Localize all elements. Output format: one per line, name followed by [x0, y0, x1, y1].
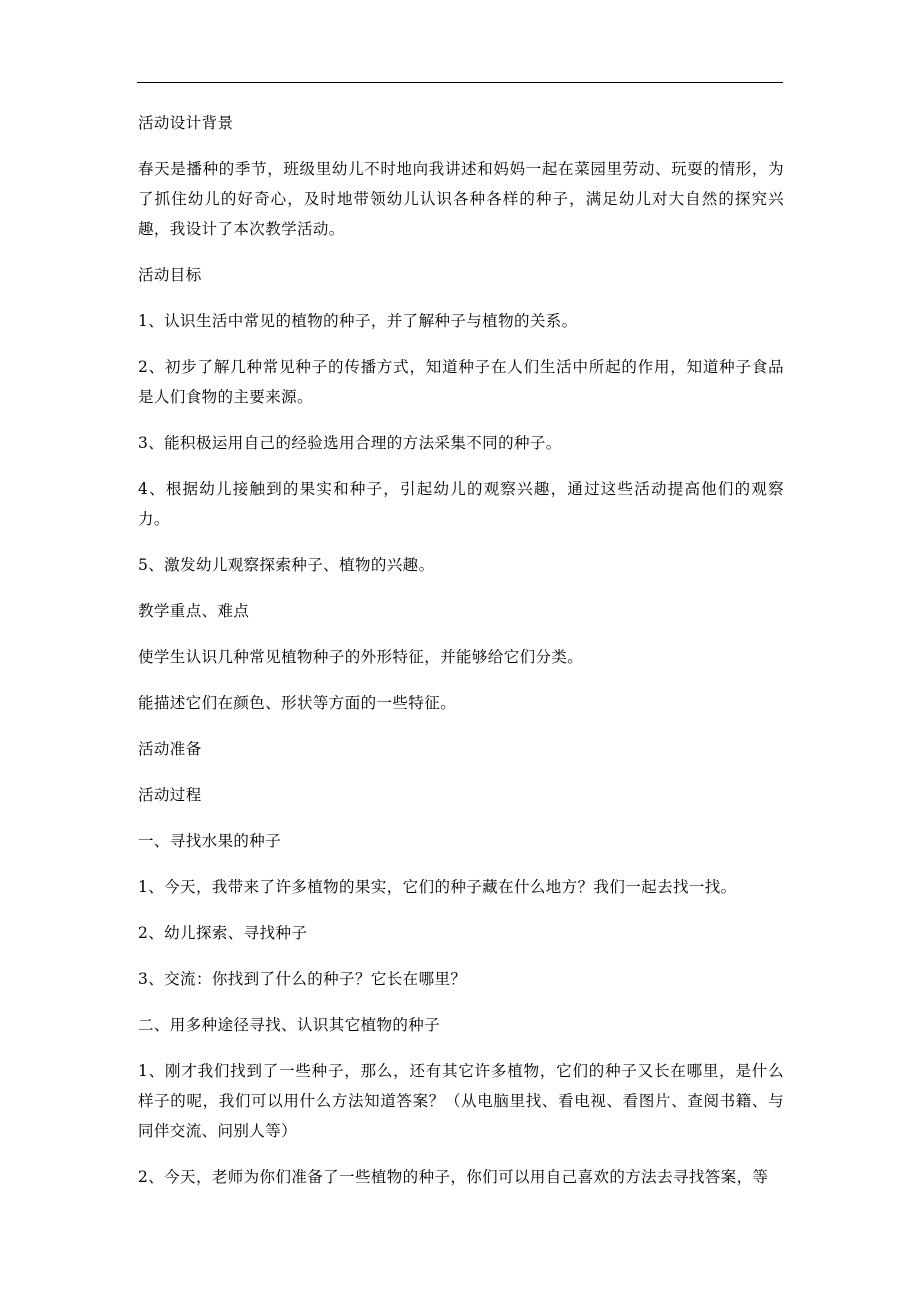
heading-process: 活动过程	[138, 786, 202, 804]
process-step-1-3: 3、交流：你找到了什么的种子？它长在哪里？	[138, 970, 467, 988]
goal-item-4: 4、根据幼儿接触到的果实和种子，引起幼儿的观察兴趣，通过这些活动提高他们的观察力。	[138, 480, 784, 528]
heading-preparation: 活动准备	[138, 740, 202, 758]
header-rule	[137, 82, 783, 83]
heading-goals: 活动目标	[138, 266, 202, 284]
process-step-2-2: 2、今天，老师为你们准备了一些植物的种子，你们可以用自己喜欢的方法去寻找答案，等	[138, 1168, 769, 1186]
process-step-2-1: 1、刚才我们找到了一些种子，那么，还有其它许多植物，它们的种子又长在哪里，是什么样子的呢，我们可以用什么方法知道答案？（从电脑里找、看电视、看图片、查阅书籍、与同伴交流、问别人等）	[138, 1062, 784, 1140]
paragraph-background: 春天是播种的季节，班级里幼儿不时地向我讲述和妈妈一起在菜园里劳动、玩耍的情形，为了抓住幼儿的好奇心，及时地带领幼儿认识各种各样的种子，满足幼儿对大自然的探究兴趣，我设计了本次教学活动。	[138, 160, 784, 238]
section-heading-2: 二、用多种途径寻找、认识其它植物的种子	[138, 1016, 441, 1034]
process-step-1-1: 1、今天，我带来了许多植物的果实，它们的种子藏在什么地方？我们一起去找一找。	[138, 878, 737, 896]
key-point-2: 能描述它们在颜色、形状等方面的一些特征。	[138, 694, 457, 712]
goal-item-2: 2、初步了解几种常见种子的传播方式，知道种子在人们生活中所起的作用，知道种子食品是人们食物的主要来源。	[138, 358, 784, 406]
document-body	[138, 108, 784, 1208]
heading-background: 活动设计背景	[138, 114, 234, 132]
goal-item-1: 1、认识生活中常见的植物的种子，并了解种子与植物的关系。	[138, 312, 578, 330]
key-point-1: 使学生认识几种常见植物种子的外形特征，并能够给它们分类。	[138, 648, 584, 666]
section-heading-1: 一、寻找水果的种子	[138, 832, 282, 850]
process-step-1-2: 2、幼儿探索、寻找种子	[138, 924, 308, 942]
heading-key-points: 教学重点、难点	[138, 602, 250, 620]
goal-item-5: 5、激发幼儿观察探索种子、植物的兴趣。	[138, 556, 435, 574]
goal-item-3: 3、能积极运用自己的经验选用合理的方法采集不同的种子。	[138, 434, 562, 452]
